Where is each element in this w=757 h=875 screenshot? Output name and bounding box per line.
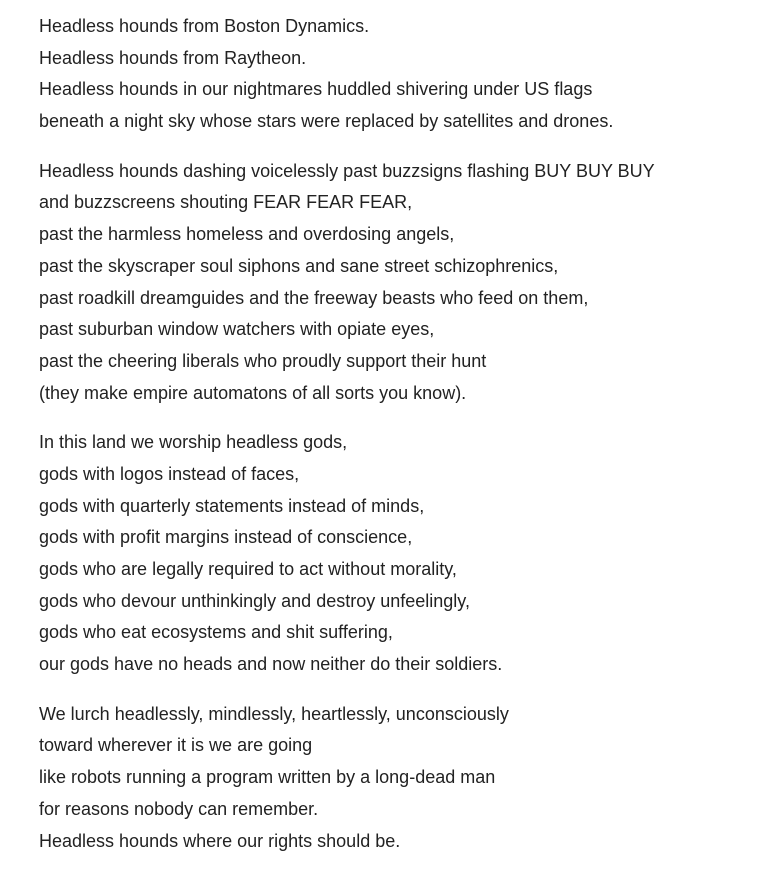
stanza-1: [39, 11, 749, 138]
poem-line: gods who eat ecosystems and shit suffering,: [39, 622, 393, 643]
poem-line: beneath a night sky whose stars were replaced by satellites and drones.: [39, 111, 614, 132]
poem-line: like robots running a program written by a long-dead man: [39, 767, 496, 788]
poem-line: gods with logos instead of faces,: [39, 463, 300, 484]
poem-line: Headless hounds from Boston Dynamics.: [39, 16, 370, 36]
poem-line: toward wherever it is we are going: [39, 735, 313, 756]
stanza-3: [39, 427, 749, 681]
poem-line: past the cheering liberals who proudly support their hunt: [39, 350, 487, 371]
poem-line: past the skyscraper soul siphons and sane street schizophrenics,: [39, 255, 559, 276]
poem-line: gods who devour unthinkingly and destroy unfeelingly,: [39, 590, 470, 611]
poem-line: past the harmless homeless and overdosing angels,: [39, 224, 455, 245]
poem-line: Headless hounds where our rights should be.: [39, 830, 401, 851]
poem-line: Headless hounds from Raytheon.: [39, 47, 307, 68]
poem-line: gods who are legally required to act without morality,: [39, 559, 457, 579]
stanza-4: [39, 699, 749, 857]
poem-line: (they make empire automatons of all sorts you know).: [39, 382, 467, 403]
poem-line: In this land we worship headless gods,: [39, 432, 348, 453]
poem-line: Headless hounds dashing voicelessly past buzzsigns flashing BUY BUY BUY: [39, 160, 655, 181]
poem-line: our gods have no heads and now neither do their soldiers.: [39, 654, 503, 675]
poem-line: gods with profit margins instead of conscience,: [39, 527, 413, 548]
poem-line: past roadkill dreamguides and the freeway beasts who feed on them,: [39, 287, 589, 308]
poem-line: gods with quarterly statements instead of minds,: [39, 495, 425, 516]
poem-line: and buzzscreens shouting FEAR FEAR FEAR,: [39, 192, 413, 213]
poem-line: past suburban window watchers with opiate eyes,: [39, 319, 435, 340]
poem-line: We lurch headlessly, mindlessly, heartlessly, unconsciously: [39, 703, 509, 724]
stanza-2: [39, 156, 749, 410]
poem-line: Headless hounds in our nightmares huddled shivering under US flags: [39, 79, 593, 100]
poem-line: for reasons nobody can remember.: [39, 798, 319, 819]
poem-text: [39, 11, 749, 875]
